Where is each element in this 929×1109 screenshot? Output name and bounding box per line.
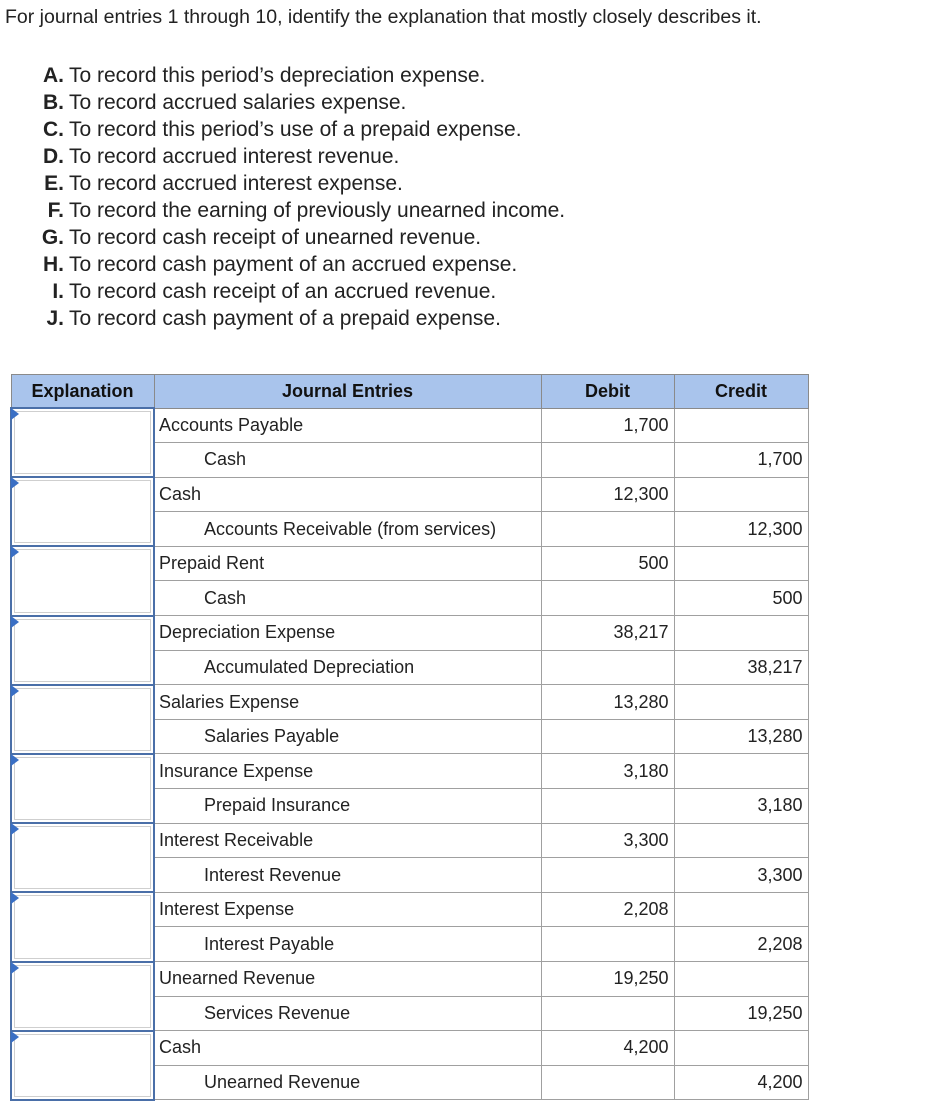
entry-debit-row [11, 892, 808, 927]
option-text: To record cash payment of a prepaid expense. [69, 307, 501, 330]
debit-amount-empty [541, 789, 674, 824]
credit-account: Salaries Payable [154, 719, 541, 754]
table-header-row [11, 375, 808, 409]
debit-account: Prepaid Rent [154, 546, 541, 581]
option-letter: F. [47, 199, 64, 222]
explanation-input[interactable] [11, 823, 154, 892]
option-item [0, 197, 565, 224]
option-item [0, 224, 565, 251]
credit-amount-empty [674, 685, 808, 720]
debit-amount-empty [541, 650, 674, 685]
option-text: To record this period’s depreciation expense. [69, 64, 486, 87]
option-letter: H. [43, 253, 64, 276]
debit-amount-empty [541, 581, 674, 616]
explanation-input-box[interactable] [14, 757, 151, 820]
credit-amount-empty [674, 616, 808, 651]
credit-amount: 3,180 [674, 789, 808, 824]
option-item [0, 251, 565, 278]
debit-amount-empty [541, 927, 674, 962]
credit-amount-empty [674, 754, 808, 789]
explanation-input[interactable] [11, 754, 154, 823]
credit-amount-empty [674, 962, 808, 997]
debit-amount: 2,208 [541, 892, 674, 927]
option-item [0, 89, 565, 116]
entry-debit-row [11, 685, 808, 720]
debit-amount-empty [541, 858, 674, 893]
dropdown-marker-icon [11, 823, 19, 835]
option-letter: B. [43, 91, 64, 114]
explanation-input[interactable] [11, 685, 154, 754]
options-list [0, 62, 565, 332]
option-item [0, 305, 565, 332]
debit-amount: 38,217 [541, 616, 674, 651]
header-journal-entries: Journal Entries [154, 375, 541, 409]
explanation-input[interactable] [11, 962, 154, 1031]
option-item [0, 116, 565, 143]
credit-amount-empty [674, 408, 808, 443]
dropdown-marker-icon [11, 754, 19, 766]
explanation-input-box[interactable] [14, 826, 151, 889]
debit-amount-empty [541, 443, 674, 478]
option-item [0, 170, 565, 197]
explanation-input-box[interactable] [14, 688, 151, 751]
debit-account: Unearned Revenue [154, 962, 541, 997]
option-item [0, 278, 565, 305]
entry-debit-row [11, 477, 808, 512]
explanation-input-box[interactable] [14, 411, 151, 474]
credit-account: Unearned Revenue [154, 1065, 541, 1100]
debit-amount: 12,300 [541, 477, 674, 512]
debit-amount: 500 [541, 546, 674, 581]
debit-amount: 1,700 [541, 408, 674, 443]
dropdown-marker-icon [11, 616, 19, 628]
credit-account: Prepaid Insurance [154, 789, 541, 824]
entry-debit-row [11, 754, 808, 789]
credit-amount: 3,300 [674, 858, 808, 893]
credit-amount: 38,217 [674, 650, 808, 685]
explanation-input-box[interactable] [14, 549, 151, 612]
dropdown-marker-icon [11, 1031, 19, 1043]
option-text: To record cash payment of an accrued expense. [69, 253, 518, 276]
option-letter: C. [43, 118, 64, 141]
debit-account: Interest Expense [154, 892, 541, 927]
debit-account: Cash [154, 477, 541, 512]
dropdown-marker-icon [11, 546, 19, 558]
credit-amount: 500 [674, 581, 808, 616]
option-text: To record accrued salaries expense. [69, 91, 407, 114]
option-text: To record cash receipt of an accrued revenue. [69, 280, 497, 303]
credit-amount: 13,280 [674, 719, 808, 754]
header-debit: Debit [541, 375, 674, 409]
credit-account: Accounts Receivable (from services) [154, 512, 541, 547]
entry-debit-row [11, 1031, 808, 1066]
credit-account: Interest Payable [154, 927, 541, 962]
debit-amount-empty [541, 996, 674, 1031]
credit-amount-empty [674, 892, 808, 927]
explanation-input[interactable] [11, 408, 154, 477]
option-text: To record cash receipt of unearned revenue. [69, 226, 482, 249]
entry-debit-row [11, 823, 808, 858]
debit-amount-empty [541, 1065, 674, 1100]
credit-amount-empty [674, 1031, 808, 1066]
credit-amount: 2,208 [674, 927, 808, 962]
explanation-input[interactable] [11, 546, 154, 615]
option-letter: E. [44, 172, 64, 195]
option-letter: J. [46, 307, 64, 330]
credit-amount-empty [674, 546, 808, 581]
option-item [0, 143, 565, 170]
dropdown-marker-icon [11, 962, 19, 974]
credit-amount-empty [674, 823, 808, 858]
header-explanation: Explanation [11, 375, 154, 409]
option-letter: I. [52, 280, 64, 303]
credit-amount: 19,250 [674, 996, 808, 1031]
explanation-input[interactable] [11, 616, 154, 685]
entry-debit-row [11, 962, 808, 997]
debit-amount: 3,180 [541, 754, 674, 789]
credit-amount: 4,200 [674, 1065, 808, 1100]
entry-debit-row [11, 408, 808, 443]
debit-amount-empty [541, 512, 674, 547]
option-letter: D. [43, 145, 64, 168]
explanation-input[interactable] [11, 477, 154, 546]
debit-account: Salaries Expense [154, 685, 541, 720]
dropdown-marker-icon [11, 685, 19, 697]
credit-account: Cash [154, 581, 541, 616]
explanation-input-box[interactable] [14, 480, 151, 543]
credit-amount: 1,700 [674, 443, 808, 478]
debit-account: Depreciation Expense [154, 616, 541, 651]
explanation-input-box[interactable] [14, 895, 151, 958]
entry-debit-row [11, 546, 808, 581]
credit-account: Services Revenue [154, 996, 541, 1031]
explanation-input-box[interactable] [14, 965, 151, 1028]
debit-account: Cash [154, 1031, 541, 1066]
debit-amount: 4,200 [541, 1031, 674, 1066]
option-text: To record the earning of previously unearned income. [69, 199, 566, 222]
journal-entries-table [10, 374, 809, 1101]
option-text: To record accrued interest expense. [69, 172, 403, 195]
header-credit: Credit [674, 375, 808, 409]
credit-amount-empty [674, 477, 808, 512]
debit-account: Accounts Payable [154, 408, 541, 443]
explanation-input[interactable] [11, 1031, 154, 1100]
credit-account: Interest Revenue [154, 858, 541, 893]
debit-amount: 13,280 [541, 685, 674, 720]
explanation-input-box[interactable] [14, 1034, 151, 1097]
entry-debit-row [11, 616, 808, 651]
debit-amount: 3,300 [541, 823, 674, 858]
credit-account: Accumulated Depreciation [154, 650, 541, 685]
instruction-text: For journal entries 1 through 10, identify the explanation that mostly closely describes it. [5, 6, 762, 28]
debit-account: Interest Receivable [154, 823, 541, 858]
option-letter: G. [41, 226, 64, 249]
debit-amount: 19,250 [541, 962, 674, 997]
dropdown-marker-icon [11, 408, 19, 420]
option-letter: A. [43, 64, 64, 87]
explanation-input-box[interactable] [14, 619, 151, 682]
option-text: To record this period’s use of a prepaid expense. [69, 118, 522, 141]
dropdown-marker-icon [11, 477, 19, 489]
credit-account: Cash [154, 443, 541, 478]
option-item [0, 62, 565, 89]
dropdown-marker-icon [11, 892, 19, 904]
explanation-input[interactable] [11, 892, 154, 961]
debit-amount-empty [541, 719, 674, 754]
option-text: To record accrued interest revenue. [69, 145, 400, 168]
debit-account: Insurance Expense [154, 754, 541, 789]
credit-amount: 12,300 [674, 512, 808, 547]
